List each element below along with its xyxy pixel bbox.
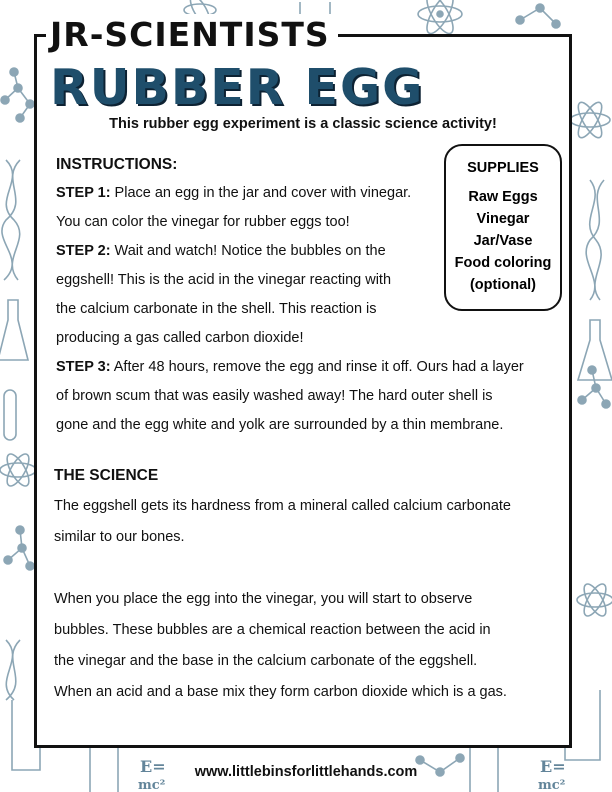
step-1-label: STEP 1: <box>56 185 111 201</box>
footer-url[interactable]: www.littlebinsforlittlehands.com <box>194 764 418 780</box>
molecule-icon <box>516 4 560 28</box>
step-1-text: You can color the vinegar for rubber eggs too! <box>56 214 350 230</box>
formula-doodle: E= <box>540 757 566 776</box>
dna-icon <box>2 160 20 280</box>
science-text: the vinegar and the base in the calcium carbonate of the eggshell. <box>54 653 478 669</box>
atom-icon <box>577 581 612 619</box>
step-3-text: gone and the egg white and yolk are surrounded by a thin membrane. <box>56 417 504 433</box>
science-text: When an acid and a base mix they form carbon dioxide which is a gas. <box>54 684 507 700</box>
page-title: RUBBER EGG <box>50 59 425 116</box>
step-3-text: of brown scum that was easily washed away! The hard outer shell is <box>56 388 493 404</box>
step-2-text: the calcium carbonate in the shell. This reaction is <box>56 301 377 317</box>
step-2-label: STEP 2: <box>56 243 111 259</box>
step-2-text: eggshell! This is the acid in the vinegar reacting with <box>56 272 392 288</box>
instructions-heading: INSTRUCTIONS: <box>56 156 178 173</box>
science-heading: THE SCIENCE <box>54 467 159 484</box>
test-tube-icon <box>4 390 16 440</box>
supplies-heading: SUPPLIES <box>467 160 539 176</box>
paragraph-gap <box>54 553 559 584</box>
formula-doodle: mc² <box>138 778 166 792</box>
dna-icon <box>6 640 20 700</box>
atom-icon <box>418 0 462 37</box>
science-text: bubbles. These bubbles are a chemical reaction between the acid in <box>54 622 491 638</box>
molecule-icon <box>4 526 34 570</box>
supplies-box <box>444 144 562 311</box>
step-3-label: STEP 3: <box>56 359 111 375</box>
step-3-line <box>56 353 556 382</box>
brand-label: JR-SCIENTISTS <box>46 14 338 56</box>
supply-item: Raw Eggs <box>468 189 538 205</box>
formula-doodle: E= <box>140 757 166 776</box>
supply-item: Food coloring <box>454 255 552 271</box>
molecule-icon <box>578 366 610 408</box>
supply-item: Vinegar <box>476 211 530 227</box>
atom-icon <box>0 451 36 489</box>
flask-icon <box>0 300 28 360</box>
page-subtitle: This rubber egg experiment is a classic science activity! <box>109 116 497 132</box>
step-3-text: After 48 hours, remove the egg and rinse it off. Ours had a layer <box>110 359 524 375</box>
formula-doodle: mc² <box>538 778 566 792</box>
supply-item: Jar/Vase <box>473 233 533 249</box>
molecule-icon <box>1 68 34 122</box>
science-text: The eggshell gets its hardness from a mineral called calcium carbonate <box>54 498 511 514</box>
atom-icon <box>570 99 610 141</box>
step-2-text: producing a gas called carbon dioxide! <box>56 330 304 346</box>
science-text: When you place the egg into the vinegar, you will start to observe <box>54 591 473 607</box>
supply-item: (optional) <box>469 277 537 293</box>
science-text: similar to our bones. <box>54 529 185 545</box>
science-section <box>54 460 559 708</box>
dna-icon <box>586 180 604 300</box>
step-1-text: Place an egg in the jar and cover with vinegar. <box>110 185 412 201</box>
step-2-text: Wait and watch! Notice the bubbles on the <box>110 243 386 259</box>
